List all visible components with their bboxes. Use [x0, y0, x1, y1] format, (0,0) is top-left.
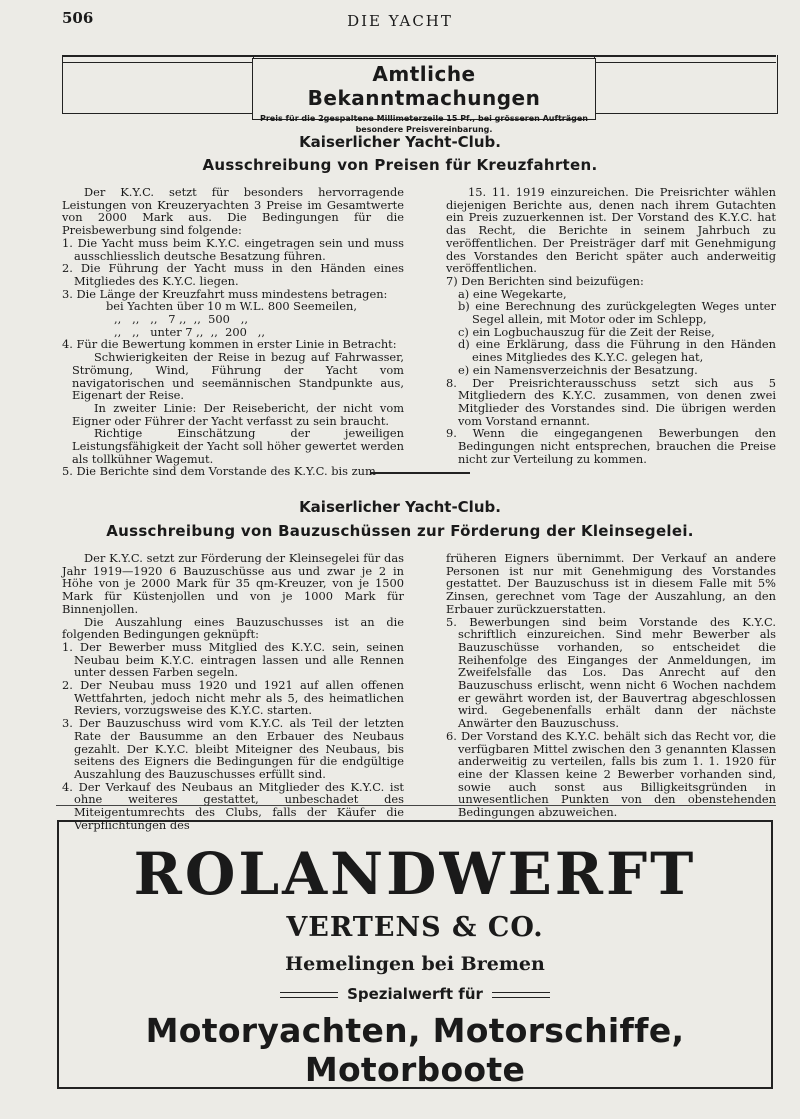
article1-item-7a: a) eine Wegekarte,	[458, 286, 567, 301]
advert-specialty-line	[59, 985, 771, 1003]
article1-continuation: 15. 11. 1919 einzureichen. Die Preisrichter wählen diejenigen Berichte aus, denen nach ihrem Gutachten ein Preis zuzuerkennen ist. Der Vorstand des K.Y.C. hat das Recht, die Berichte in seinem Jahrbuch zu veröffentlichen. Der Preisträger darf mit Genehmigung des Vorstandes den Bericht später auch anderweitig veröffentlichen.	[446, 185, 776, 276]
section-separator	[370, 472, 470, 474]
advertisement	[57, 820, 773, 1089]
article1-item-3c: ,, ,, unter 7 ,, ,, 200 ,,	[114, 324, 265, 339]
article2-item-2: 2. Der Neubau muss 1920 und 1921 auf allen offenen Wettfahrten, jedoch nicht mehr als 5, des heimatlichen Reviers, vorzugsweise des K.Y.C. starten.	[62, 678, 404, 718]
article2-intro-2: Die Auszahlung eines Bauzuschusses ist an die folgenden Bedingungen geknüpft:	[62, 614, 404, 642]
article2-item-3: 3. Der Bauzuschuss wird vom K.Y.C. als Teil der letzten Rate der Bausumme an den Erbauer des Neubaus gezahlt. Der K.Y.C. bleibt Miteigner des Neubaus, bis seitens des Eigners die Bedingungen für die endgültige Auszahlung des Bauzuschusses erfüllt sind.	[62, 716, 404, 781]
article2-intro: Der K.Y.C. setzt zur Förderung der Kleinsegelei für das Jahr 1919—1920 6 Bauzuschüsse aus und zwar je 2 in Höhe von je 2000 Mark für 35 qm-Kreuzer, von je 1500 Mark für Küstenjollen und von je 1000 Mark für Binnenjollen.	[62, 551, 404, 616]
article2-left-column	[62, 552, 404, 831]
advert-specialty: Spezialwerft für	[347, 985, 483, 1003]
article1-item-7c: c) ein Logbuchauszug für die Zeit der Reise,	[458, 324, 715, 339]
article2-club: Kaiserlicher Yacht-Club.	[299, 498, 501, 516]
article1-item-1: 1. Die Yacht muss beim K.Y.C. eingetragen sein und muss ausschliesslich deutsche Besatzung führen.	[62, 235, 404, 263]
article2-item-5: 5. Bewerbungen sind beim Vorstande des K.Y.C. schriftlich einzureichen. Sind mehr Bewerber als Bauzuschüsse vorhanden, so entscheidet die Reihenfolge des Einganges der Anmeldungen, im Zweifelsfalle das Los. Das Anrecht auf den Bauzuschuss erlischt, wenn nicht 6 Wochen nachdem er gewährt worden ist, der Bauvertrag abgeschlossen wird. Gegebenenfalls erhält dann der nächste Anwärter den Bauzuschuss.	[446, 614, 776, 731]
article1-item-9: 9. Wenn die eingegangenen Bewerbungen den Bedingungen nicht entsprechen, brauchen die Preise nicht zur Verteilung zu kommen.	[446, 426, 776, 466]
article1-item-3: 3. Die Länge der Kreuzfahrt muss mindestens betragen:	[62, 286, 388, 301]
article2-title: Ausschreibung von Bauzuschüssen zur Förderung der Kleinsegelei.	[106, 522, 694, 540]
double-rule-right	[492, 992, 550, 998]
running-head: DIE YACHT	[347, 12, 453, 30]
article1-item-3b: ,, ,, ,, 7 ,, ,, 500 ,,	[114, 312, 248, 327]
header-price-line-2: besondere Preisvereinbarung.	[355, 125, 493, 134]
article1-item-2: 2. Die Führung der Yacht muss in den Händen eines Mitgliedes des K.Y.C. liegen.	[62, 261, 404, 288]
advert-location: Hemelingen bei Bremen	[285, 953, 545, 975]
page-number: 506	[62, 9, 94, 27]
article1-item-3a: bei Yachten über 10 m W.L. 800 Seemeilen,	[106, 299, 357, 314]
header-title-box	[252, 58, 596, 134]
article1-item-7e: e) ein Namensverzeichnis der Besatzung.	[458, 362, 698, 377]
header-price-line-1: Preis für die 2gespaltene Millimeterzeile 15 Pf., bei grösseren Aufträgen	[260, 114, 588, 123]
article2-item-1: 1. Der Bewerber muss Mitglied des K.Y.C. sein, seinen Neubau beim K.Y.C. eintragen lassen und alle Rennen unter dessen Farben segeln.	[62, 639, 404, 680]
article1-title: Ausschreibung von Preisen für Kreuzfahrten.	[202, 156, 598, 174]
article1-item-7b: b) eine Berechnung des zurückgelegten Weges unter Segel allein, mit Motor oder im Schlepp,	[458, 299, 776, 327]
article1-item-4a: Schwierigkeiten der Reise in bezug auf Fahrwasser, Strömung, Wind, Führung der Yacht vom navigatorischen und seemännischen Standpunkte aus, Eigenart der Reise.	[72, 350, 404, 403]
advert-separator	[56, 805, 776, 806]
article1-item-8: 8. Der Preisrichterausschuss setzt sich aus 5 Mitgliedern des K.Y.C. zusammen, von denen zwei Mitglieder des Vorstandes sind. Die übrigen werden vom Vorstand ernannt.	[446, 375, 776, 428]
article1-item-5: 5. Die Berichte sind dem Vorstande des K.Y.C. bis zum	[62, 464, 376, 479]
article1-item-4c: Richtige Einschätzung der jeweiligen Leistungsfähigkeit der Yacht soll höher gewertet werden als tollkühner Wagemut.	[72, 426, 404, 466]
advert-company: ROLANDWERFT	[133, 840, 697, 908]
article2-item-4: 4. Der Verkauf des Neubaus an Mitglieder des K.Y.C. ist ohne weiteres gestattet, unbeschadet des Miteigentumrechts des Clubs, falls der Käufer die Verpflichtungen des	[62, 779, 404, 832]
article2-item-6: 6. Der Vorstand des K.Y.C. behält sich das Recht vor, die verfügbaren Mittel zwischen den 3 genannten Klassen anderweitig zu verteilen, falls bis zum 1. 1. 1920 für eine der Klassen keine 2 Bewerber vorhanden sind, sowie auch sonst aus Billigkeitsgründen in unwesentlichen Punkten von den obenstehenden Bedingungen abzuweichen.	[446, 728, 776, 820]
header-box-left	[62, 55, 254, 114]
header-title: Amtliche Bekanntmachungen	[307, 62, 541, 110]
article1-right-column	[446, 186, 776, 465]
article1-item-4: 4. Für die Bewertung kommen in erster Linie in Betracht:	[62, 337, 397, 352]
article1-club: Kaiserlicher Yacht-Club.	[299, 133, 501, 151]
advert-products: Motoryachten, Motorschiffe, Motorboote	[145, 1011, 685, 1089]
article1-item-4b: In zweiter Linie: Der Reisebericht, der nicht vom Eigner oder Führer der Yacht verfasst zu sein braucht.	[72, 400, 404, 428]
article1-item-7: 7) Den Berichten sind beizufügen:	[446, 273, 644, 288]
article1-item-7d: d) eine Erklärung, dass die Führung in den Händen eines Mitgliedes des K.Y.C. gelegen hat,	[458, 337, 776, 365]
article1-left-column	[62, 186, 404, 478]
article2-right-column	[446, 552, 776, 819]
header-box-right	[594, 55, 778, 114]
article2-continuation: früheren Eigners übernimmt. Der Verkauf an andere Personen ist nur mit Genehmigung des Vorstandes gestattet. Der Bauzuschuss ist in diesem Falle mit 5% Zinsen, gerechnet vom Tage der Auszahlung, an den Erbauer zurückzuerstatten.	[446, 551, 776, 616]
article1-intro: Der K.Y.C. setzt für besonders hervorragende Leistungen von Kreuzeryachten 3 Preise im Gesamtwerte von 2000 Mark aus. Die Bedingungen für die Preisbewerbung sind folgende:	[62, 185, 404, 238]
double-rule-left	[280, 992, 338, 998]
advert-owner: VERTENS & CO.	[286, 912, 544, 943]
